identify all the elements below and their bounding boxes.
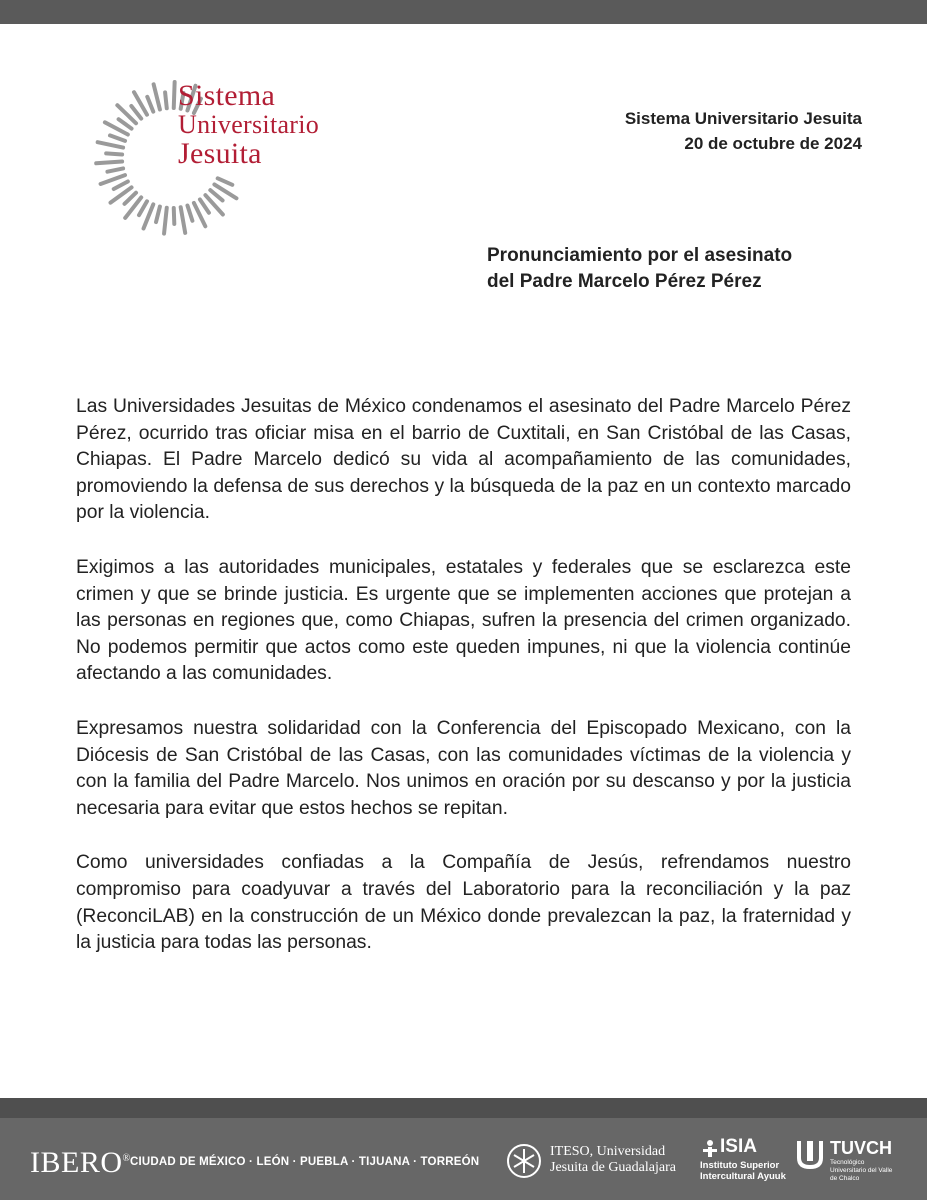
tuvch-logo-icon xyxy=(796,1138,824,1170)
tuvch-subtitle: Tecnológico Universitario del Valle de Chalco xyxy=(830,1159,893,1182)
paragraph-2: Exigimos a las autoridades municipales, estatales y federales que se esclarezca este crimen y que se brinde justicia. Es urgente que se implementen acciones que protejan a las personas en regiones que, como Chiapas, sufren la presencia del crimen organizado. No podemos permitir que actos como este queden impunes, ni que la violencia continúe afectando a las comunidades. xyxy=(76,556,851,685)
logo-line-3: Jesuita xyxy=(178,137,262,170)
isia-line-2: Intercultural Ayuuk xyxy=(700,1171,786,1182)
footer-stripe xyxy=(0,1098,927,1118)
top-bar xyxy=(0,0,927,24)
sunburst-ray xyxy=(96,161,122,163)
title-line-2: del Padre Marcelo Pérez Pérez xyxy=(487,271,762,292)
sunburst-ray xyxy=(174,208,175,224)
sunburst-ray xyxy=(174,82,175,108)
sunburst-ray xyxy=(181,207,186,233)
document-body xyxy=(76,394,851,985)
sunburst-ray xyxy=(164,208,167,234)
sunburst-ray xyxy=(156,207,160,223)
paragraph-1: Las Universidades Jesuitas de México condenamos el asesinato del Padre Marcelo Pérez Pérez, ocurrido tras oficiar misa en el barrio de Cuxtitali, en San Cristóbal de las Casas, Chiapas. El Padre Marcelo dedicó su vida al acompañamiento de las comunidades, promoviendo la defensa de sus derechos y la búsqueda de la paz en un contexto marcado por la violencia. xyxy=(76,396,851,524)
sunburst-ray xyxy=(131,106,141,119)
isia-line-1: Instituto Superior xyxy=(700,1160,780,1171)
sunburst-ray xyxy=(101,175,125,184)
sistema-universitario-jesuita-logo xyxy=(92,78,352,238)
sunburst-ray xyxy=(210,190,222,200)
ibero-logo xyxy=(30,1146,131,1180)
ibero-wordmark: IBERO xyxy=(30,1146,123,1179)
title-line-1: Pronunciamiento por el asesinato xyxy=(487,245,793,266)
sunburst-ray xyxy=(106,153,122,154)
sunburst-ray xyxy=(114,181,128,189)
sunburst-ray xyxy=(98,142,123,147)
sunburst-ray xyxy=(125,193,137,204)
sunburst-ray xyxy=(165,92,167,108)
iteso-line-1: ITESO, Universidad xyxy=(550,1144,666,1159)
sunburst-ray xyxy=(107,168,123,171)
header-block xyxy=(625,106,862,156)
paragraph-4: Como universidades confiadas a la Compañía de Jesús, refrendamos nuestro compromiso para coadyuvar a través del Laboratorio para la reconciliación y la paz (ReconciLAB) en la construcción de un México donde prevalezcan la paz, la fraternidad y la justicia para todas las personas. xyxy=(76,852,851,954)
document-title xyxy=(487,243,867,295)
paragraph-3: Expresamos nuestra solidaridad con la Conferencia del Episcopado Mexicano, con la Diócesis de San Cristóbal de las Casas, con las comunidades víctimas de la violencia y con la familia del Padre Marcelo. Nos unimos en oración por su descanso y por la justicia necesaria para evitar que estos hechos se repitan. xyxy=(76,717,851,819)
sunburst-ray xyxy=(200,199,209,212)
ibero-cities: CIUDAD DE MÉXICO · LEÓN · PUEBLA · TIJUANA · TORREÓN xyxy=(130,1156,480,1168)
ibero-registered-mark: ® xyxy=(122,1153,131,1164)
sunburst-ray xyxy=(187,206,192,221)
isia-name: ISIA xyxy=(720,1136,757,1157)
sunburst-ray xyxy=(119,119,132,128)
tuvch-name: TUVCH xyxy=(830,1138,892,1158)
sunburst-ray xyxy=(110,135,125,140)
sunburst-ray xyxy=(154,84,160,109)
isia-subtitle xyxy=(700,1160,786,1182)
sunburst-ray xyxy=(147,97,153,112)
footer xyxy=(0,1098,927,1200)
sunburst-ray xyxy=(139,201,147,215)
organization-name: Sistema Universitario Jesuita xyxy=(624,109,862,128)
iteso-name xyxy=(550,1144,676,1176)
isia-logo-icon xyxy=(700,1138,720,1158)
logo-line-2: Universitario xyxy=(178,110,320,139)
sunburst-ray xyxy=(218,178,233,185)
iteso-line-2: Jesuita de Guadalajara xyxy=(550,1160,676,1175)
logo-line-1: Sistema xyxy=(178,79,276,112)
document-date: 20 de octubre de 2024 xyxy=(684,134,862,153)
iteso-logo-icon xyxy=(506,1143,542,1179)
